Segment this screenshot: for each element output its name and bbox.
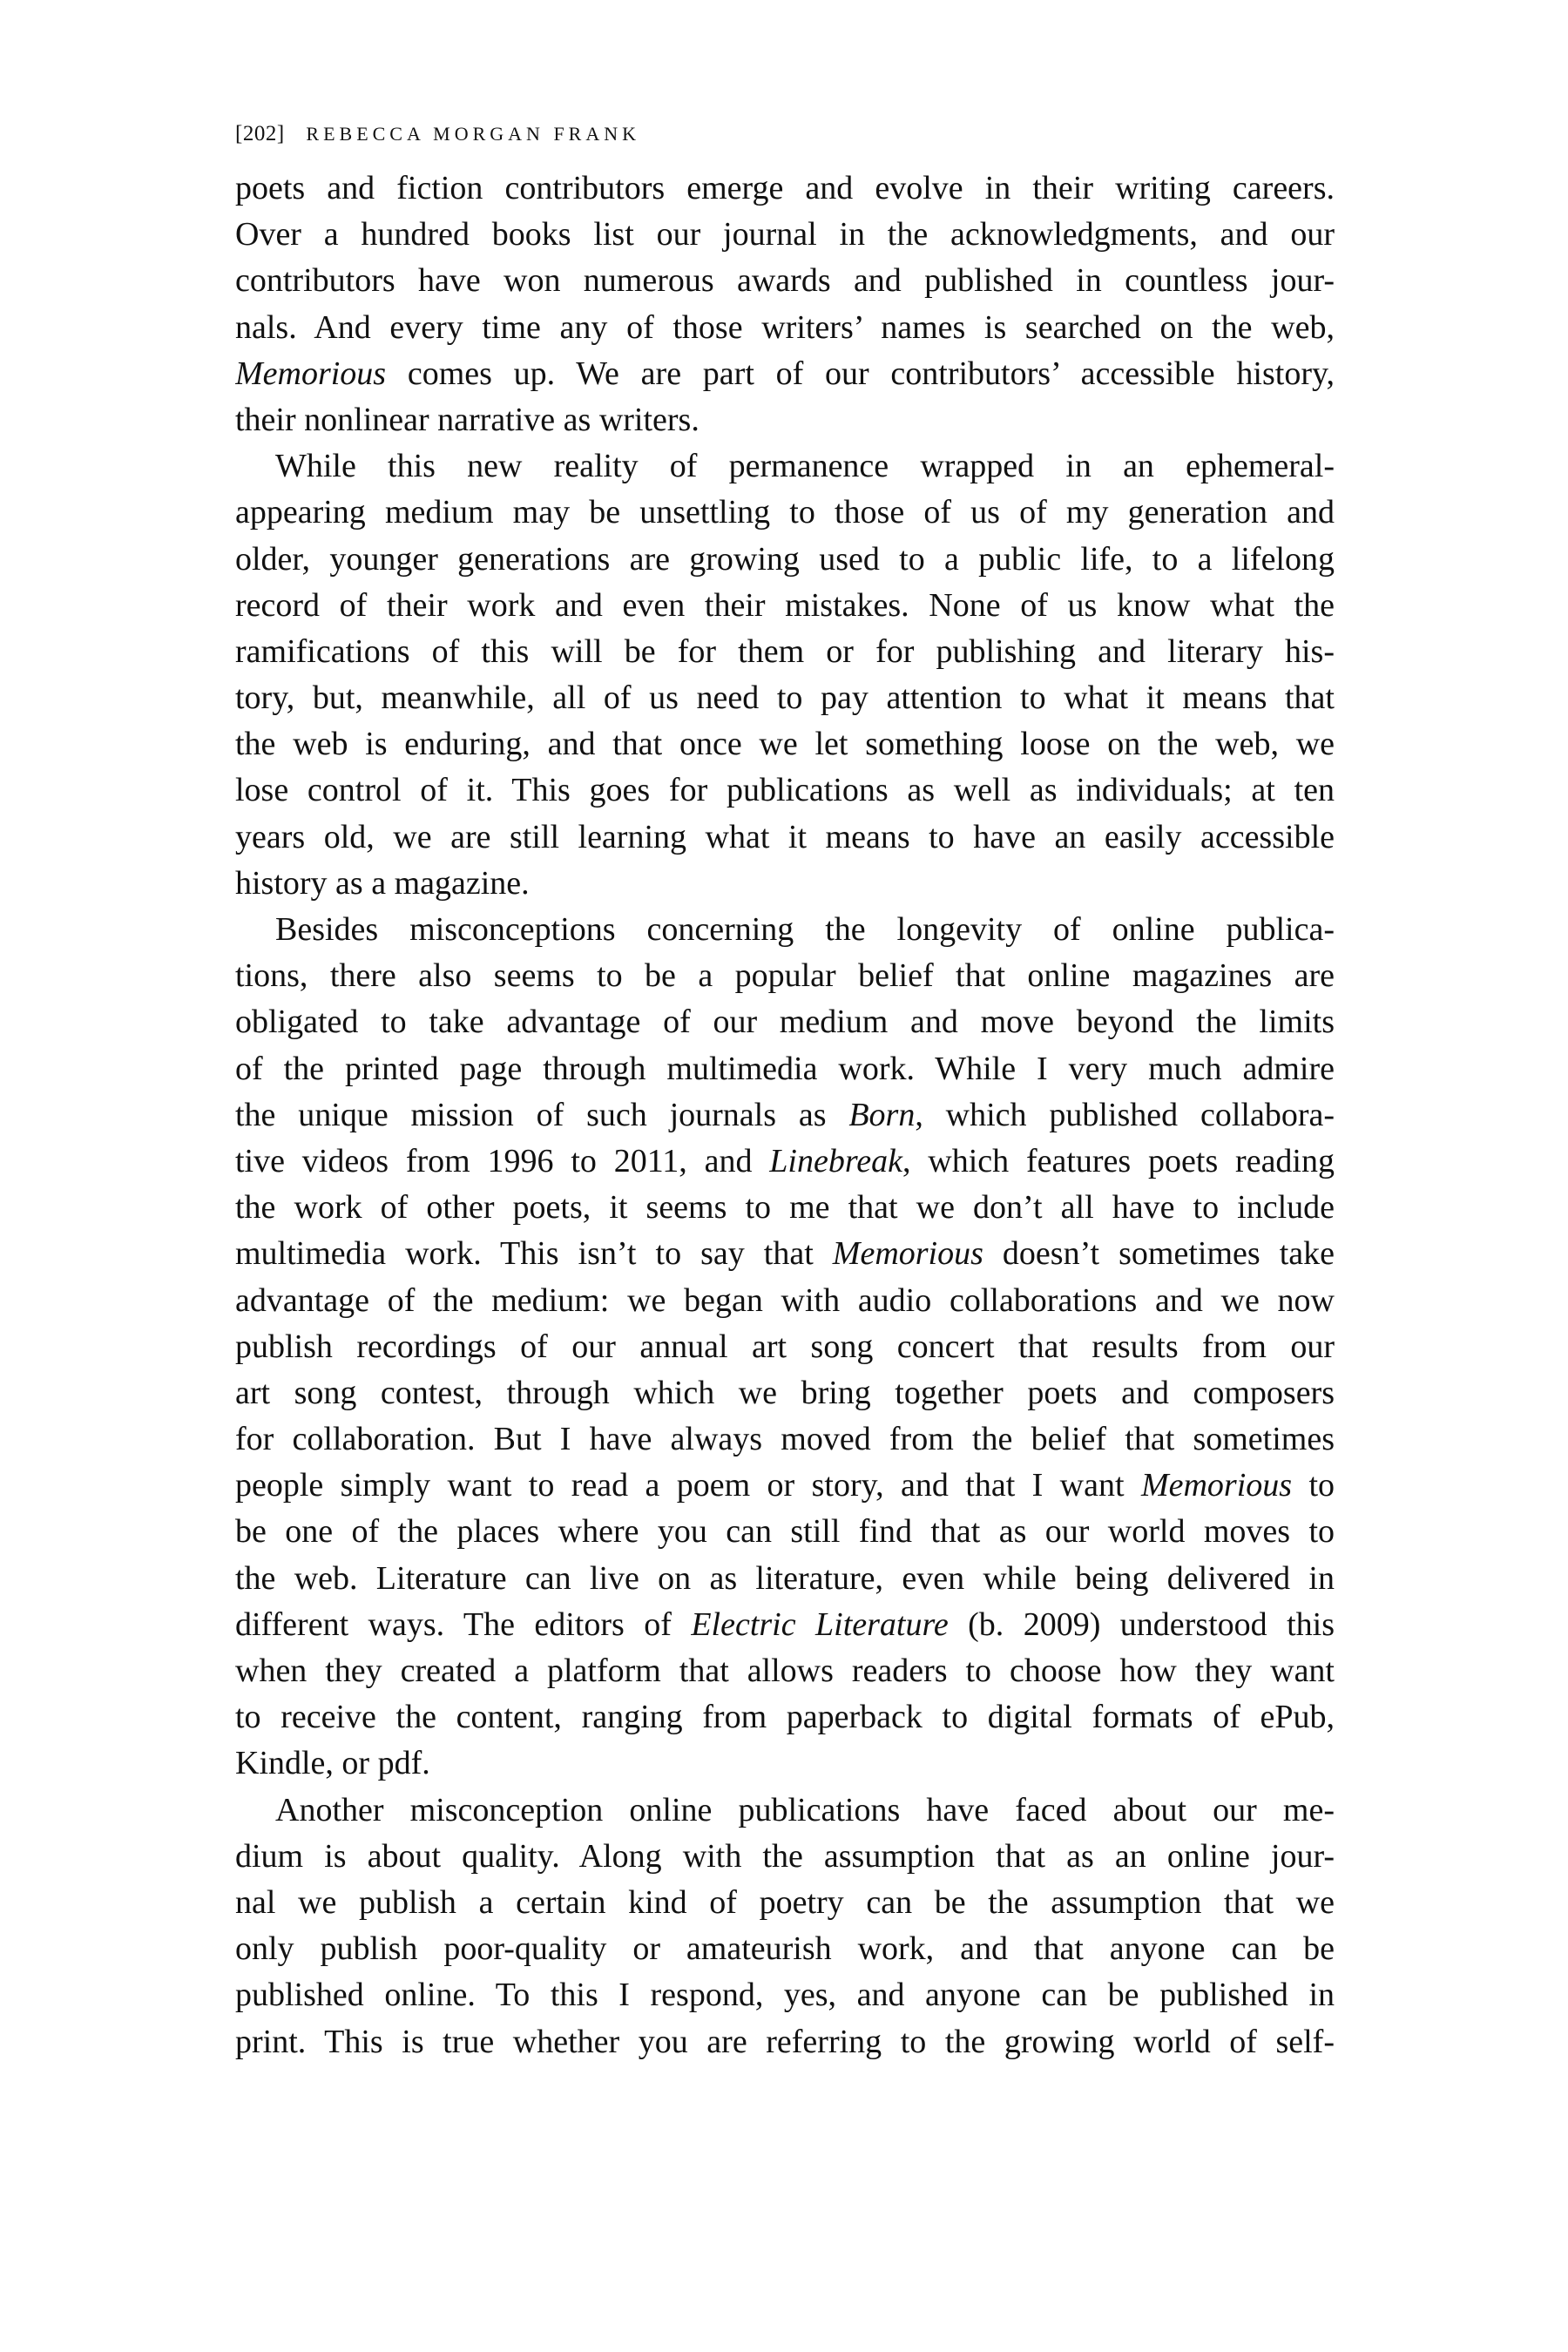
- text-line: [235, 1185, 1335, 1231]
- text-segment: history as a magazine.: [235, 864, 530, 902]
- text-segment: , which features poets reading: [902, 1142, 1335, 1179]
- text-segment: Kindle, or pdf.: [235, 1745, 430, 1782]
- text-segment: tory, but, meanwhile, all of us need to pay attention to what it means that: [235, 679, 1335, 717]
- text-segment: art song contest, through which we bring together poets and composers: [235, 1374, 1335, 1411]
- italic-title: Born: [848, 1096, 916, 1133]
- text-line: [235, 907, 1335, 953]
- text-line: [235, 166, 1335, 212]
- text-line: [235, 1092, 1335, 1139]
- text-segment: only publish poor-quality or amateurish work, and that anyone can be: [235, 1930, 1335, 1968]
- text-segment: appearing medium may be unsettling to those of us of my generation and: [235, 494, 1335, 531]
- text-line: [235, 397, 1335, 443]
- text-segment: Besides misconceptions concerning the longevity of online publica-: [275, 911, 1335, 948]
- text-segment: tive videos from 1996 to 2011, and: [235, 1142, 770, 1179]
- text-segment: older, younger generations are growing used to a public life, to a lifelong: [235, 540, 1335, 578]
- text-segment: for collaboration. But I have always moved from the belief that sometimes: [235, 1421, 1335, 1458]
- text-line: [235, 443, 1335, 490]
- running-head-author: REBECCA MORGAN FRANK: [306, 123, 641, 145]
- text-line: [235, 1648, 1335, 1694]
- text-segment: dium is about quality. Along with the assumption that as an online jour-: [235, 1837, 1335, 1875]
- text-segment: different ways. The editors of: [235, 1605, 692, 1643]
- text-line: [235, 629, 1335, 675]
- text-segment: contributors have won numerous awards and published in countless jour-: [235, 262, 1335, 300]
- text-line: [235, 814, 1335, 861]
- text-line: [235, 1139, 1335, 1185]
- text-line: [235, 721, 1335, 767]
- text-line: [235, 1509, 1335, 1555]
- italic-title: Electric Literature: [691, 1605, 949, 1643]
- text-segment: to: [1292, 1467, 1335, 1504]
- text-line: [235, 1324, 1335, 1370]
- text-line: [235, 1463, 1335, 1509]
- text-segment: of the printed page through multimedia work. While I very much admire: [235, 1050, 1335, 1087]
- text-segment: advantage of the medium: we began with audio collaborations and we now: [235, 1281, 1335, 1319]
- text-segment: multimedia work. This isn’t to say that: [235, 1235, 833, 1273]
- text-segment: obligated to take advantage of our medium and move beyond the limits: [235, 1004, 1335, 1041]
- text-line: [235, 675, 1335, 721]
- text-line: [235, 1972, 1335, 2018]
- text-segment: nals. And every time any of those writers’ names is searched on the web,: [235, 308, 1335, 346]
- italic-title: Memorious: [235, 355, 387, 392]
- text-line: [235, 861, 1335, 907]
- text-segment: poets and fiction contributors emerge and evolve in their writing careers.: [235, 170, 1335, 206]
- text-line: [235, 1602, 1335, 1648]
- text-segment: the work of other poets, it seems to me that we don’t all have to include: [235, 1189, 1335, 1227]
- body-text: [235, 166, 1335, 2065]
- text-segment: years old, we are still learning what it means to have an easily accessible: [235, 818, 1335, 855]
- text-segment: be one of the places where you can still find that as our world moves to: [235, 1513, 1335, 1551]
- text-line: [235, 490, 1335, 536]
- text-segment: Another misconception online publications have faced about our me-: [275, 1791, 1335, 1828]
- text-line: [235, 1694, 1335, 1740]
- text-segment: nal we publish a certain kind of poetry can be the assumption that we: [235, 1883, 1335, 1921]
- text-line: [235, 1788, 1335, 1834]
- text-line: [235, 212, 1335, 258]
- page-number: [202]: [235, 122, 285, 145]
- text-segment: tions, there also seems to be a popular belief that online magazines are: [235, 957, 1335, 995]
- text-line: [235, 767, 1335, 814]
- text-line: [235, 1740, 1335, 1787]
- text-segment: published online. To this I respond, yes, and anyone can be published in: [235, 1977, 1335, 2014]
- text-segment: the web is enduring, and that once we let something loose on the web, we: [235, 726, 1335, 763]
- text-line: [235, 999, 1335, 1045]
- text-segment: to receive the content, ranging from paperback to digital formats of ePub,: [235, 1699, 1335, 1736]
- text-segment: lose control of it. This goes for publications as well as individuals; at ten: [235, 772, 1335, 809]
- text-line: [235, 1834, 1335, 1880]
- text-line: [235, 583, 1335, 629]
- text-segment: ramifications of this will be for them or for publishing and literary his-: [235, 632, 1335, 670]
- text-segment: (b. 2009) understood this: [948, 1605, 1335, 1643]
- text-segment: comes up. We are part of our contributors’ accessible history,: [386, 355, 1335, 392]
- italic-title: Memorious: [1140, 1467, 1293, 1504]
- text-line: [235, 258, 1335, 304]
- text-line: [235, 2019, 1335, 2065]
- text-segment: print. This is true whether you are referring to the growing world of self-: [235, 2023, 1335, 2060]
- text-line: [235, 1278, 1335, 1324]
- text-segment: Over a hundred books list our journal in the acknowledgments, and our: [235, 216, 1335, 253]
- text-segment: doesn’t sometimes take: [983, 1235, 1335, 1273]
- text-segment: , which published collabora-: [915, 1096, 1335, 1133]
- text-segment: the web. Literature can live on as literature, even while being delivered in: [235, 1559, 1335, 1597]
- text-line: [235, 1046, 1335, 1092]
- text-segment: While this new reality of permanence wrapped in an ephemeral-: [275, 448, 1335, 485]
- text-line: [235, 1416, 1335, 1463]
- text-line: [235, 1231, 1335, 1277]
- text-line: [235, 1926, 1335, 1972]
- text-segment: people simply want to read a poem or story, and that I want: [235, 1467, 1141, 1504]
- text-segment: record of their work and even their mistakes. None of us know what the: [235, 586, 1335, 624]
- text-line: [235, 1880, 1335, 1926]
- running-head: [235, 122, 640, 146]
- text-line: [235, 1370, 1335, 1416]
- text-line: [235, 537, 1335, 583]
- text-line: [235, 1556, 1335, 1602]
- italic-title: Linebreak: [769, 1142, 902, 1179]
- text-segment: publish recordings of our annual art song concert that results from our: [235, 1328, 1335, 1365]
- text-segment: the unique mission of such journals as: [235, 1096, 849, 1133]
- text-segment: when they created a platform that allows readers to choose how they want: [235, 1652, 1335, 1689]
- text-segment: their nonlinear narrative as writers.: [235, 401, 700, 438]
- text-line: [235, 305, 1335, 351]
- text-line: [235, 953, 1335, 999]
- italic-title: Memorious: [832, 1235, 983, 1273]
- text-line: [235, 351, 1335, 397]
